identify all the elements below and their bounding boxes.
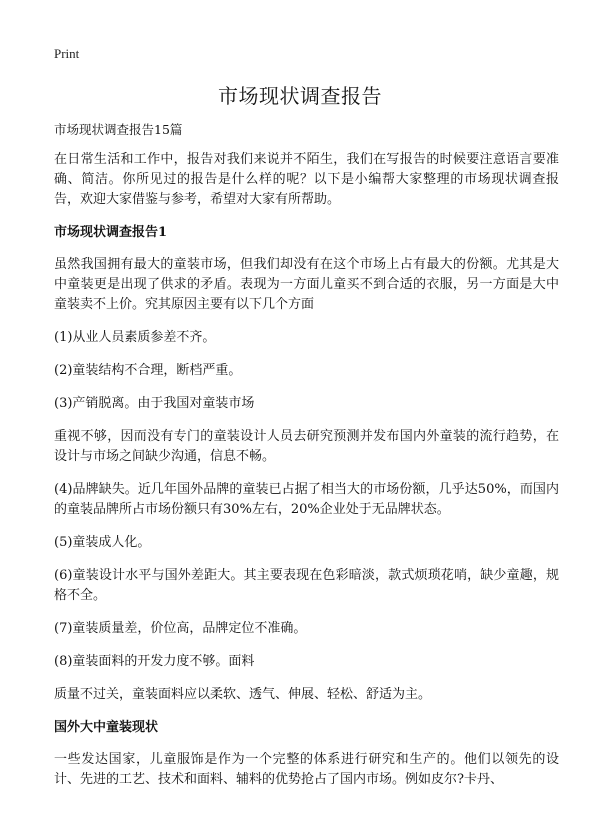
list-item-1: (1)从业人员素质参差不齐。 [54,330,216,345]
paragraph-continuation-8: 质量不过关，童装面料应以柔软、透气、伸展、轻松、舒适为主。 [54,687,432,702]
document-body [54,120,559,803]
document-title: 市场现状调查报告 [218,84,382,108]
section-heading-foreign: 国外大中童装现状 [54,720,159,735]
section-heading-report-1: 市场现状调查报告1 [54,225,168,240]
intro-paragraph: 在日常生活和工作中，报告对我们来说并不陌生，我们在写报告的时候要注意语言要准确、简洁。你所见过的报告是什么样的呢？以下是小编帮大家整理的市场现状调查报告，欢迎大家借鉴与参考，希望对大家有所帮助。 [54,152,559,207]
print-link[interactable]: Print [54,46,80,61]
list-item-8: (8)童装面料的开发力度不够。面料 [54,654,255,669]
list-item-6: (6)童装设计水平与国外差距大。其主要表现在色彩暗淡，款式烦琐花哨，缺少童趣，规格不全。 [54,568,559,603]
paragraph-continuation-3: 重视不够，因而没有专门的童装设计人员去研究预测并发布国内外童装的流行趋势，在设计与市场之间缺少沟通，信息不畅。 [54,429,559,464]
paragraph-foreign-status: 一些发达国家，儿童服饰是作为一个完整的体系进行研究和生产的。他们以领先的设计、先进的工艺、技术和面料、辅料的优势抢占了国内市场。例如皮尔?卡丹、 [54,752,559,787]
list-item-4: (4)品牌缺失。近几年国外品牌的童装已占据了相当大的市场份额，几乎达50%，而国内的童装品牌所占市场份额只有30%左右，20%企业处于无品牌状态。 [54,482,559,517]
list-item-3: (3)产销脱离。由于我国对童装市场 [54,396,255,411]
list-item-5: (5)童装成人化。 [54,535,151,550]
list-item-7: (7)童装质量差，价位高，品牌定位不准确。 [54,621,307,636]
paragraph-market-overview: 虽然我国拥有最大的童装市场，但我们却没有在这个市场上占有最大的份额。尤其是大中童装更是出现了供求的矛盾。表现为一方面儿童买不到合适的衣服，另一方面是大中童装卖不上价。究其原因主要有以下几个方面 [54,257,559,312]
document-subtitle: 市场现状调查报告15篇 [54,122,183,137]
list-item-2: (2)童装结构不合理，断档严重。 [54,363,242,378]
